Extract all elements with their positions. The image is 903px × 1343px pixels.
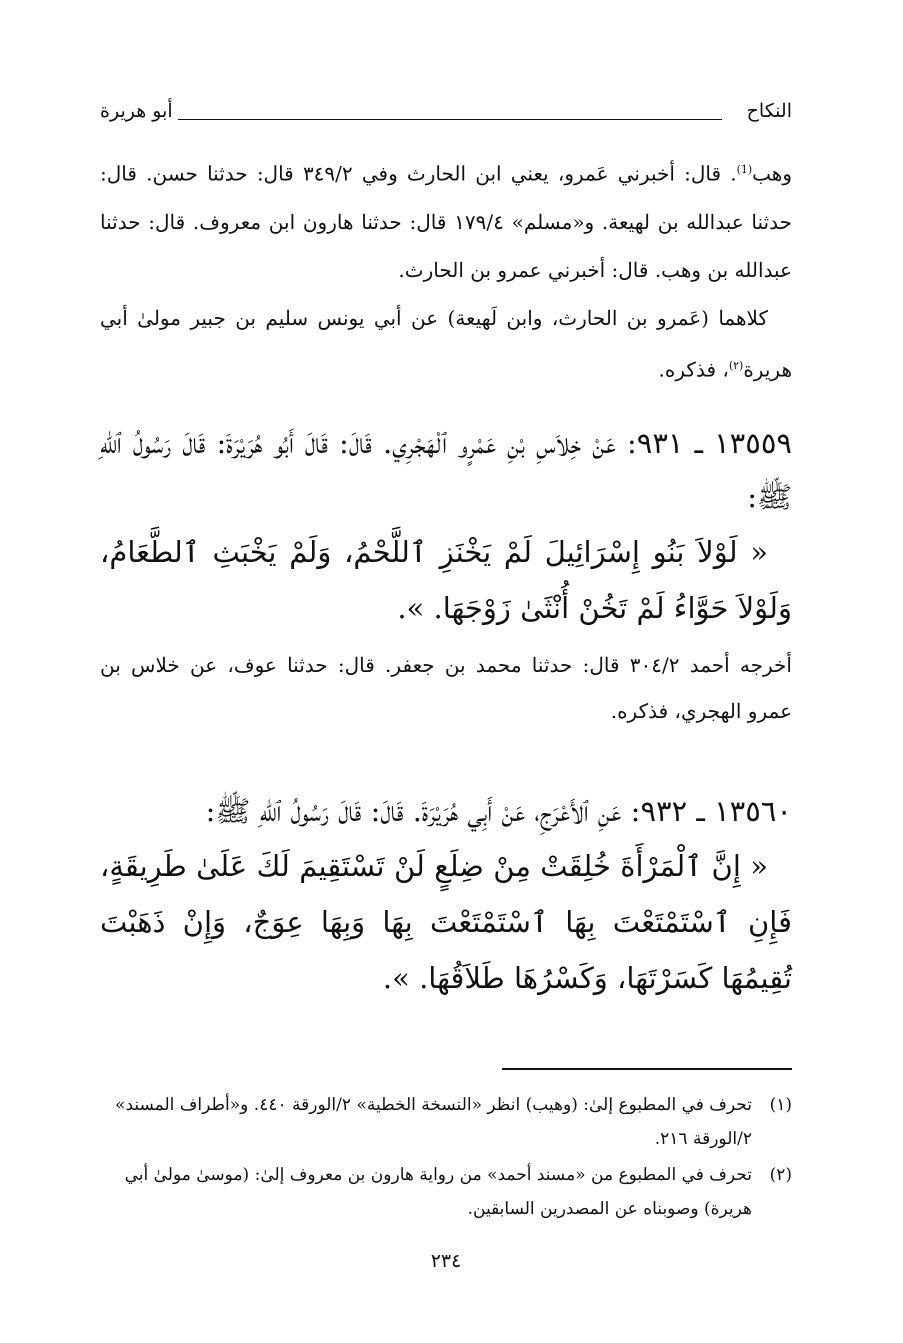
- footnote-text: تحرف في المطبوع من «مسند أحمد» من رواية هارون بن معروف إلىٰ: (موسىٰ مولىٰ أبي هريرة) وصوبناه عن المصدرين السابقين.: [124, 1165, 752, 1219]
- continued-text: [100, 146, 792, 393]
- footnote-number: (٢): [769, 1165, 792, 1185]
- page-number: ٢٣٤: [430, 1250, 462, 1272]
- running-header: [100, 100, 792, 130]
- footnote-rule: [502, 1068, 792, 1070]
- footnote-2: [100, 1158, 792, 1226]
- hadith-matn: « إِنَّ ٱلْمَرْأَةَ خُلِقَتْ مِنْ ضِلَعٍ لَنْ تَسْتَقِيمَ لَكَ عَلَىٰ طَرِيقَةٍ، فَإِنِ ٱسْتَمْتَعْتَ بِهَا ٱسْتَمْتَعْتَ بِهَا وَبِهَا عِوَجٌ، وَإِنْ ذَهَبْتَ تُقِيمُهَا كَسَرْتَهَا، وَكَسْرُهَا طَلاَقُهَا. ».: [100, 849, 792, 995]
- paragraph-sources: وهب$^{(1)}$. قال: أخبرني عَمرو، يعني ابن الحارث وفي ٣٤٩/٢ قال: حدثنا حسن. قال: حدثنا عبدالله بن لهيعة. و«مسلم» ١٧٩/٤ قال: حدثنا هارون ابن معروف. قال: حدثنا عبدالله بن وهب. قال: أخبرني عمرو بن الحارث.: [100, 161, 793, 282]
- book-title: أبو هريرة: [100, 100, 173, 122]
- hadith-isnad: ١٣٥٥٩ ـ ٩٣١: عَنْ خِلاَسِ بْنِ عَمْرٍو ٱلْهَجْرِي. قَالَ: قَالَ أَبُو هُرَيْرَةَ: قَالَ رَسُولُ ٱللهِ ﷺ:: [100, 426, 792, 514]
- footnote-number: (١): [769, 1095, 792, 1115]
- footnote-ref-2: (٢): [728, 358, 744, 372]
- book-page: [100, 0, 792, 1343]
- paragraph-chains: كلاهما (عَمرو بن الحارث، وابن لَهيعة) عن أبي يونس سليم بن جبير مولىٰ أبي هريرة$^{(٢)}$، فذكره.: [100, 305, 792, 382]
- footnote-text: تحرف في المطبوع إلىٰ: (وهيب) انظر «النسخة الخطية» ٢/الورقة ٤٤٠. و«أطراف المسند» ٢/الورقة ٢١٦.: [115, 1095, 752, 1149]
- hadith-isnad: ١٣٥٦٠ ـ ٩٣٢: عَنِ ٱلأَعْرَجِ، عَنْ أَبِي هُرَيْرَةَ. قَالَ: قَالَ رَسُولُ ٱللهِ ﷺ:: [205, 794, 792, 828]
- hadith-matn: « لَوْلاَ بَنُو إِسْرَائِيلَ لَمْ يَخْنَزِ ٱللَّحْمُ، وَلَمْ يَخْبَثِ ٱلطَّعَامُ، وَلَوْلاَ حَوَّاءُ لَمْ تَخُنْ أُنْثَىٰ زَوْجَهَا. ».: [100, 535, 792, 625]
- hadith-takhrij: أخرجه أحمد ٣٠٤/٢ قال: حدثنا محمد بن جعفر. قال: حدثنا عوف، عن خلاس بن عمرو الهجري، فذكره.: [100, 653, 792, 723]
- footnote-1: [100, 1088, 792, 1156]
- hadith-13559: [100, 416, 792, 734]
- footnote-ref-1: (1): [736, 163, 753, 176]
- chapter-title: النكاح: [746, 100, 792, 122]
- hadith-13560: [100, 784, 792, 1006]
- header-rule: [178, 119, 722, 120]
